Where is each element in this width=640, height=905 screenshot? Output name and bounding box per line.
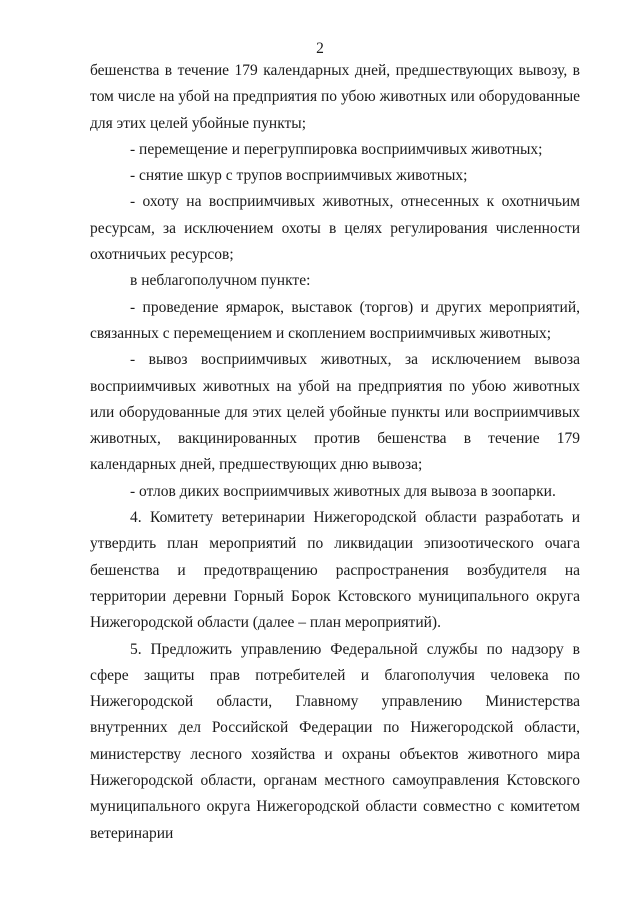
subheading-unfavorable-point: в неблагополучном пункте: <box>130 272 311 290</box>
list-item-skinning: - снятие шкур с трупов восприимчивых животных; <box>130 167 468 185</box>
list-item-fairs: - проведение ярмарок, выставок (торгов) и других мероприятий, связанных с перемещением и скоплением восприимчивых животных; <box>90 298 580 342</box>
list-item-regrouping: - перемещение и перегруппировка восприимчивых животных; <box>130 140 543 158</box>
document-body <box>90 58 580 847</box>
list-item-export: - вывоз восприимчивых животных, за исключением вывоза восприимчивых животных на убой на предприятия по убою животных или оборудованные для этих целей убойные пункты или восприимчивых животных, вакцинированных против бешенства в течение 179 календарных дней, предшествующих дню вывоза; <box>90 351 580 474</box>
paragraph-continuation: бешенства в течение 179 календарных дней, предшествующих вывозу, в том числе на убой на предприятия по убою животных или оборудованные для этих целей убойные пункты; <box>90 62 580 132</box>
list-item-hunting: - охоту на восприимчивых животных, отнесенных к охотничьим ресурсам, за исключением охоты в целях регулирования численности охотничьих ресурсов; <box>90 193 580 264</box>
page-number: 2 <box>316 40 324 57</box>
paragraph-item-5: 5. Предложить управлению Федеральной службы по надзору в сфере защиты прав потребителей и благополучия человека по Нижегородской области, Главному управлению Министерства внутренних дел Российской Федерации по Нижегородской области, министерству лесного хозяйства и охраны объектов животного мира Нижегородской области, органам местного самоуправления Кстовского муниципального округа Нижегородской области совместно с комитетом ветеринарии <box>90 640 580 842</box>
list-item-capture: - отлов диких восприимчивых животных для вывоза в зоопарки. <box>130 482 556 500</box>
paragraph-item-4: 4. Комитету ветеринарии Нижегородской области разработать и утвердить план мероприятий по ликвидации эпизоотического очага бешенства и предотвращению распространения возбудителя на территории деревни Горный Борок Кстовского муниципального округа Нижегородской области (далее – план мероприятий). <box>90 509 580 632</box>
